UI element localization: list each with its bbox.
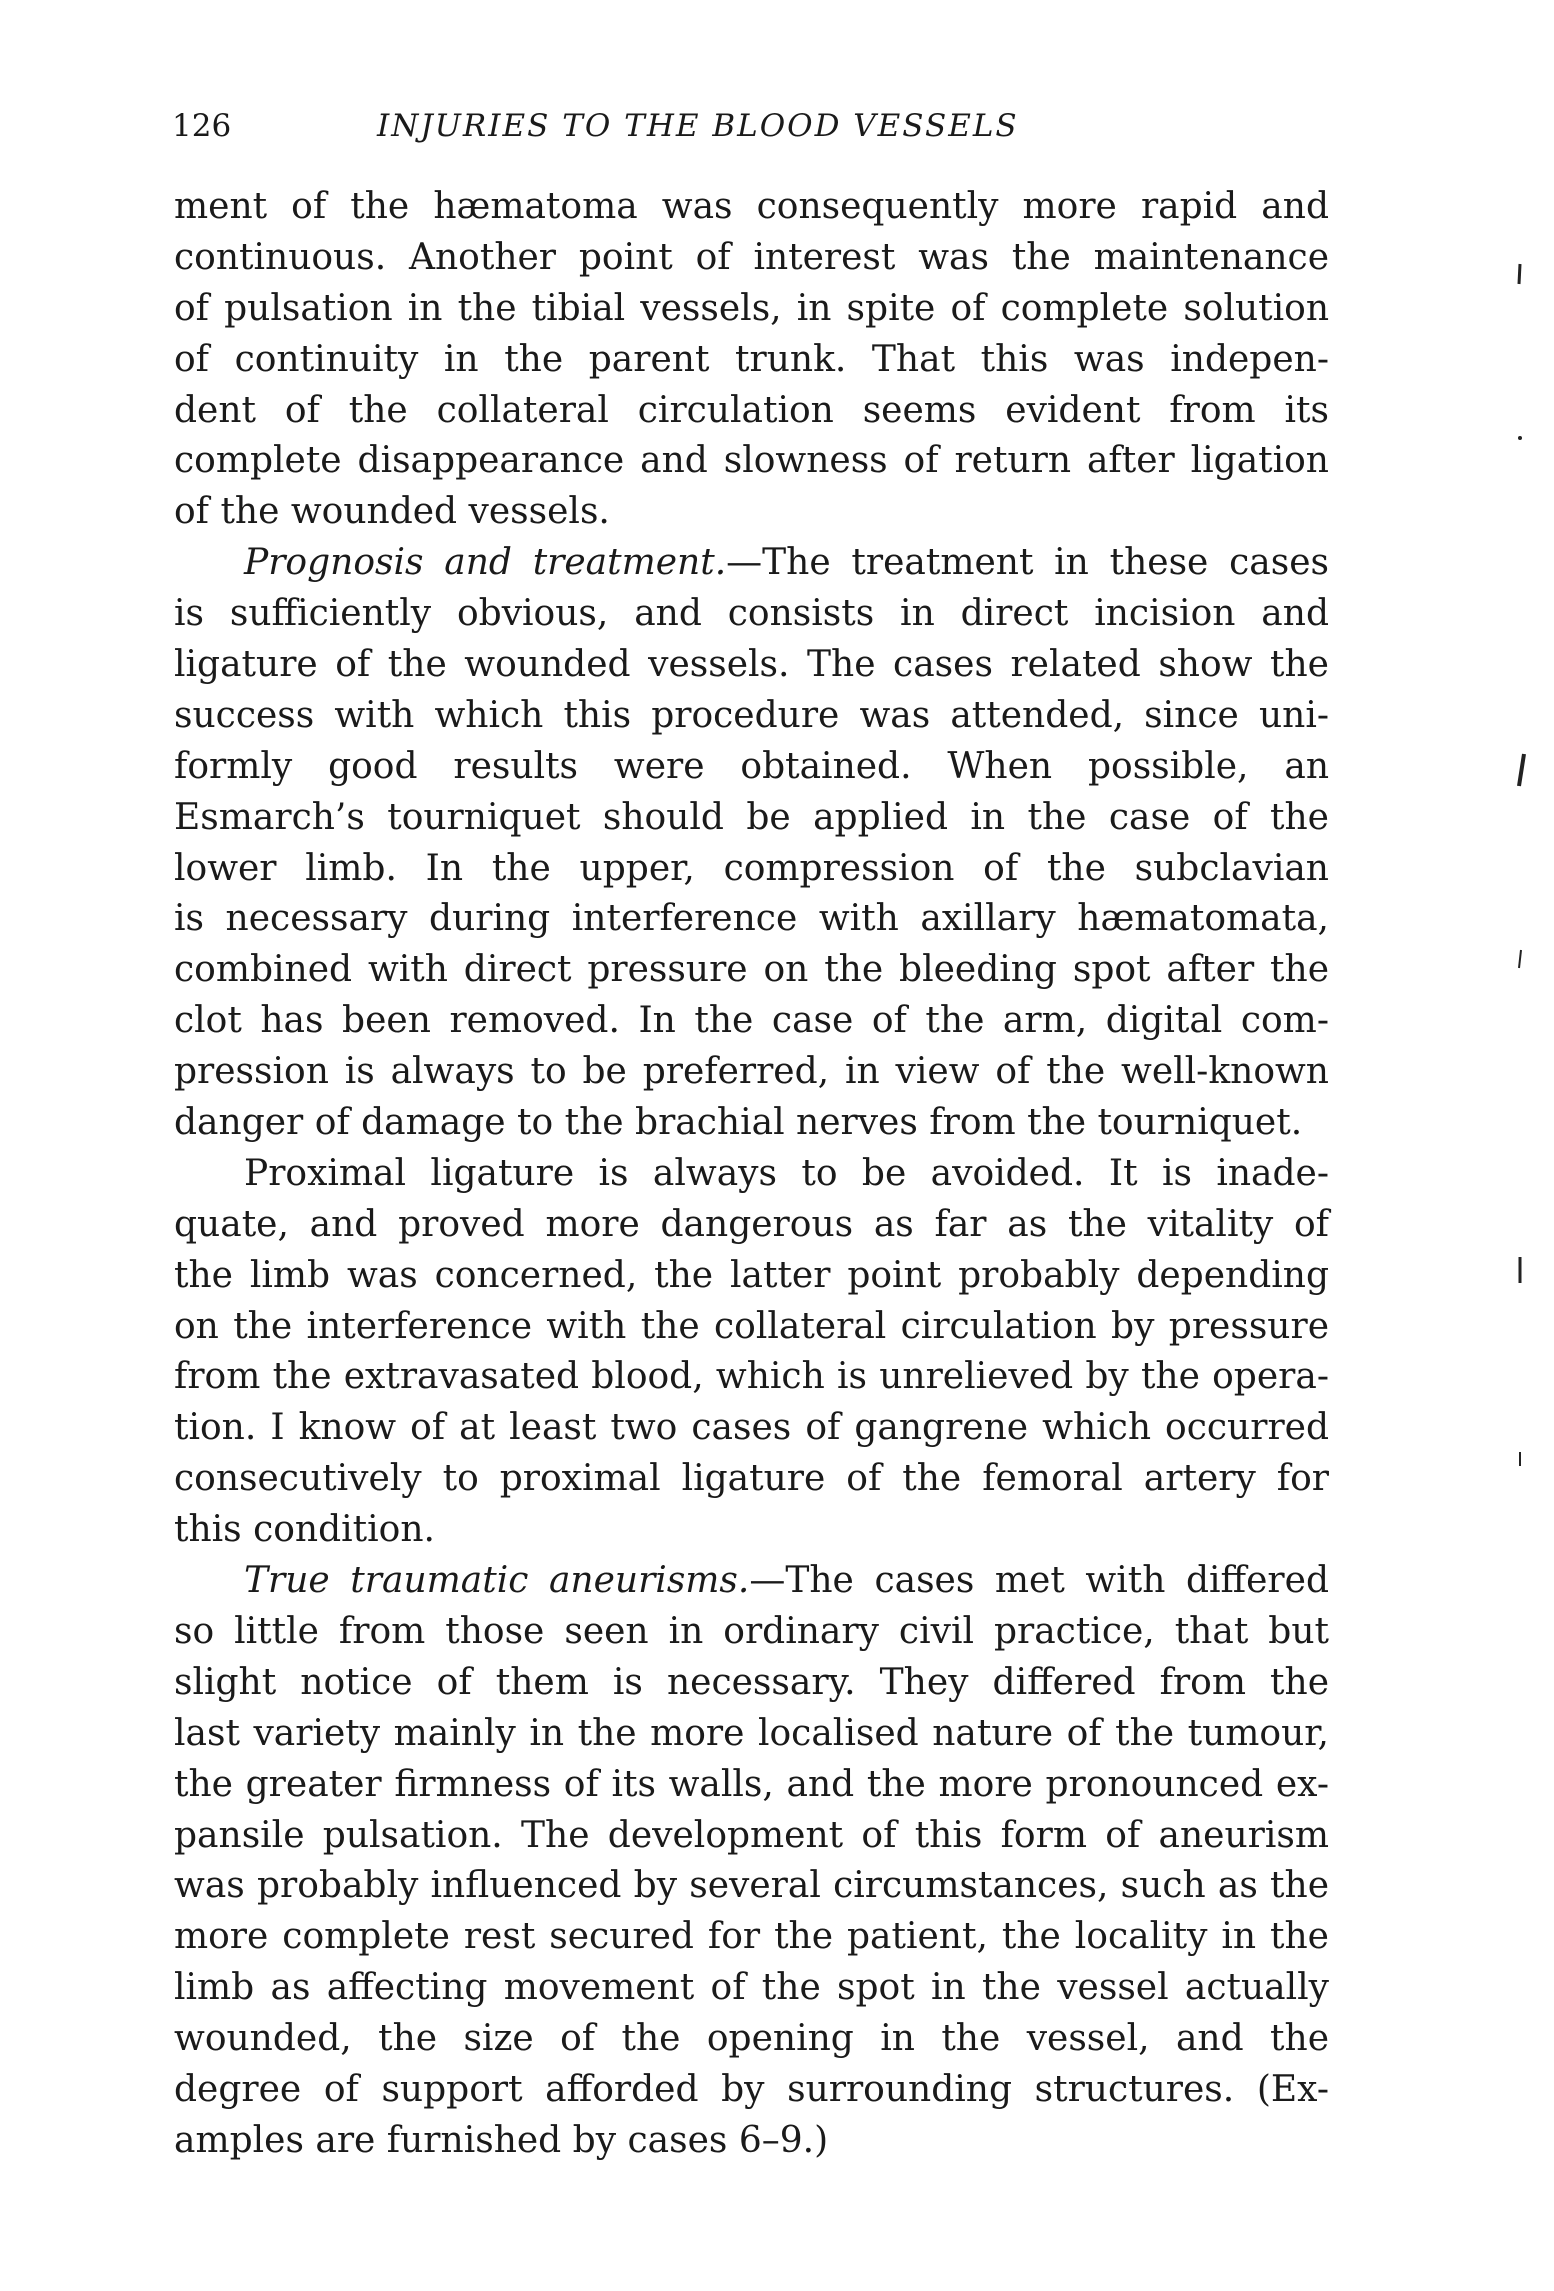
text-line: continuous. Another point of interest was the maintenance [174,236,1329,278]
text-line: of pulsation in the tibial vessels, in spite of complete solution [174,287,1329,329]
scan-mark [1515,262,1525,286]
text-line: pansile pulsation. The development of this form of aneurism [174,1814,1329,1856]
text-line: of the wounded vessels. [174,491,610,533]
text-line: tion. I know of at least two cases of gangrene which occurred [174,1407,1329,1449]
text-line: degree of support afforded by surrounding structures. (Ex- [174,2068,1329,2110]
text-line: the limb was concerned, the latter point probably depending [174,1254,1329,1296]
running-head [172,104,1332,148]
text-line: is sufficiently obvious, and consists in direct incision and [174,593,1329,635]
text-line: slight notice of them is necessary. They differed from the [174,1661,1329,1703]
text-line: success with which this procedure was attended, since uni- [174,694,1329,736]
text-line: this condition. [174,1509,435,1551]
text-line: Proximal ligature is always to be avoided. It is inade- [244,1152,1329,1194]
text-line: combined with direct pressure on the bleeding spot after the [174,949,1329,991]
text-line: so little from those seen in ordinary civil practice, that but [174,1610,1329,1652]
text-line: danger of damage to the brachial nerves from the tourniquet. [174,1102,1303,1144]
page-number: 126 [172,108,232,144]
text-line: ment of the hæmatoma was consequently more rapid and [174,186,1329,227]
text-line: limb as affecting movement of the spot in the vessel actually [174,1967,1329,2009]
section-heading-aneurisms: True traumatic aneurisms. [244,1560,750,1602]
scan-mark [1515,432,1525,444]
text-line: Esmarch’s tourniquet should be applied in the case of the [174,796,1329,838]
scan-mark [1515,1255,1525,1285]
text-line: was probably influenced by several circumstances, such as the [174,1865,1329,1907]
text-line: more complete rest secured for the patient, the locality in the [174,1916,1329,1958]
text-line: complete disappearance and slowness of return after ligation [174,440,1329,482]
text-line: of continuity in the parent trunk. That this was indepen- [174,338,1329,380]
text-line: is necessary during interference with axillary hæmatomata, [174,898,1329,940]
scan-mark [1515,948,1525,970]
text-line: quate, and proved more dangerous as far as the vitality of [174,1203,1329,1245]
section-heading-line: True traumatic aneurisms.—The cases met with differed [244,1560,1329,1602]
body-text [174,182,1329,2167]
text-line: lower limb. In the upper, compression of the subclavian [174,847,1329,889]
section-heading-prognosis: Prognosis and treatment. [244,542,727,584]
text-line: pression is always to be preferred, in view of the well-known [174,1051,1329,1093]
text-line: consecutively to proximal ligature of the femoral artery for [174,1458,1329,1500]
running-title: INJURIES TO THE BLOOD VESSELS [377,108,1019,144]
text-line: from the extravasated blood, which is unrelieved by the opera- [174,1356,1329,1398]
text-line: last variety mainly in the more localised nature of the tumour, [174,1712,1329,1754]
scan-mark [1515,752,1527,788]
text-line: ligature of the wounded vessels. The cases related show the [174,644,1329,686]
text-line: dent of the collateral circulation seems evident from its [174,389,1329,431]
text-line: amples are furnished by cases 6–9.) [174,2119,829,2161]
text-line: the greater firmness of its walls, and the more pronounced ex- [174,1763,1329,1805]
text-line: wounded, the size of the opening in the vessel, and the [174,2018,1329,2060]
margin-scan-marks [1515,0,1545,2291]
text-line: on the interference with the collateral circulation by pressure [174,1305,1329,1347]
scan-mark [1515,1450,1525,1468]
text-line: formly good results were obtained. When possible, an [174,745,1329,787]
section-heading-line: Prognosis and treatment.—The treatment in these cases [244,542,1330,584]
text-line: clot has been removed. In the case of the arm, digital com- [174,1000,1329,1042]
